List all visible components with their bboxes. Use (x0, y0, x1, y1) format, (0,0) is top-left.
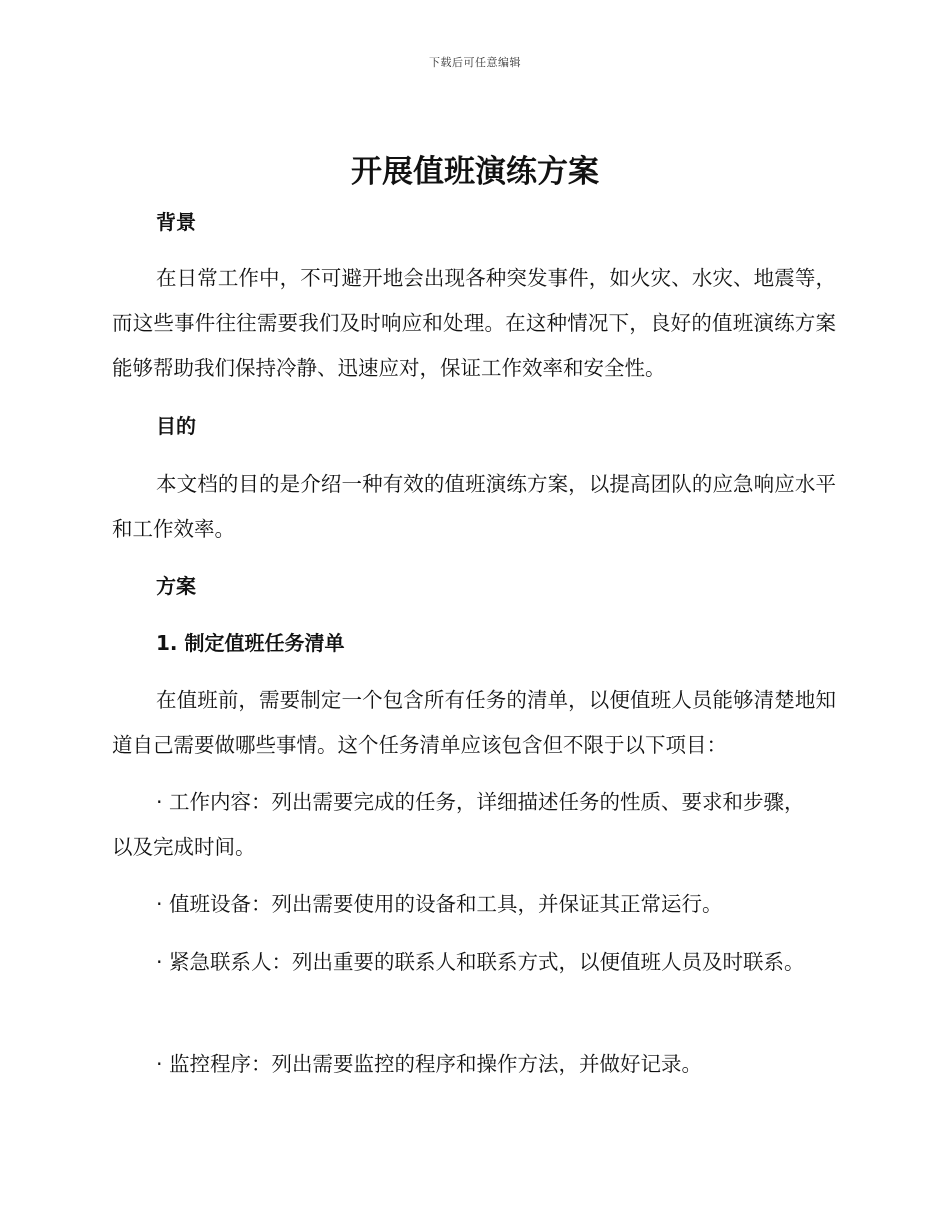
bullet-item-monitoring: · 监控程序：列出需要监控的程序和操作方法，并做好记录。 (156, 1052, 703, 1076)
header-note: 下载后可任意编辑 (429, 56, 521, 69)
subheading-task-list: 1. 制定值班任务清单 (156, 631, 345, 655)
section-heading-background: 背景 (156, 210, 196, 234)
task-list-paragraph: 在值班前，需要制定一个包含所有任务的清单，以便值班人员能够清楚地知道自己需要做哪些事情。这个任务清单应该包含但不限于以下项目： (112, 688, 836, 757)
bullet-item-emergency-contacts: · 紧急联系人：列出重要的联系人和联系方式，以便值班人员及时联系。 (156, 950, 805, 974)
bullet-item-duty-equipment: · 值班设备：列出需要使用的设备和工具，并保证其正常运行。 (156, 892, 723, 916)
section-heading-purpose: 目的 (156, 414, 196, 438)
section-heading-plan: 方案 (156, 574, 196, 598)
document-title: 开展值班演练方案 (351, 154, 599, 190)
purpose-paragraph: 本文档的目的是介绍一种有效的值班演练方案，以提高团队的应急响应水平和工作效率。 (112, 472, 836, 541)
bullet-item-work-content: · 工作内容：列出需要完成的任务，详细描述任务的性质、要求和步骤，以及完成时间。 (112, 790, 805, 859)
background-paragraph: 在日常工作中，不可避开地会出现各种突发事件，如火灾、水灾、地震等，而这些事件往往需要我们及时响应和处理。在这种情况下，良好的值班演练方案能够帮助我们保持冷静、迅速应对，保证工作效率和安全性。 (112, 266, 836, 380)
